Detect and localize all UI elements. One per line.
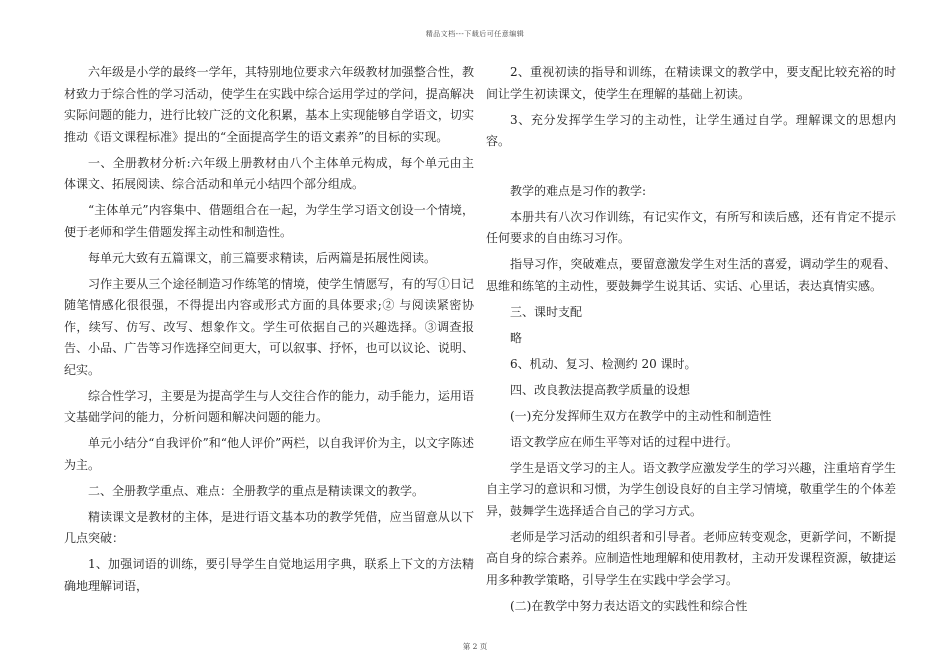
paragraph: 教学的难点是习作的教学: [510,183,647,198]
paragraph: 学生是语文学习的主人。语文教学应激发学生的学习兴趣，注重培育学生自主学习的意识和习惯，为学生创设良好的自主学习情境，敬重学生的个体差异，鼓舞学生选择适合自己的学习方式。 [486,460,896,518]
paragraph: 六年级是小学的最终一学年，其特别地位要求六年级教材加强整合性，教材致力于综合性的学习活动，使学生在实践中综合运用学过的学问，提高解决实际问题的能力，进行比较广泛的文化积累，基本上实现能够自学语文，切实推动《语文课程标准》提出的“全面提高学生的语文素养”的目标的实现。 [64,65,474,144]
paragraph: 略 [510,330,523,345]
paragraph: 综合性学习，主要是为提高学生与人交往合作的能力，动手能力，运用语文基础学问的能力，分析问题和解决问题的能力。 [64,388,474,424]
subsection-heading: (一)充分发挥师生双方在教学中的主动性和制造性 [510,408,772,423]
paragraph: 1、加强词语的训练，要引导学生自觉地运用字典，联系上下文的方法精确地理解词语， [64,557,474,593]
section-heading: 二、全册教学重点、难点：全册教学的重点是精读课文的教学。 [88,483,425,498]
left-column [64,62,474,602]
paragraph: 习作主要从三个途径制造习作练笔的情境，使学生情愿写，有的写①日记随笔情感化很很强，不得提出内容或形式方面的具体要求;② 与阅读紧密协作，续写、仿写、改写、想象作文。学生可依据自己的兴趣选择。③调查报告、小品、广告等习作选择空间更大，可以叙事、抒怀，也可以议论、说明、纪实。 [64,276,474,377]
section-heading: 四、改良教法提高教学质量的设想 [510,382,691,397]
subsection-heading: (二)在教学中努力表达语文的实践性和综合性 [510,598,748,613]
right-column [486,62,896,622]
paragraph: 3、充分发挥学生学习的主动性，让学生通过自学。理解课文的思想内容。 [486,112,896,148]
paragraph: 语文教学应在师生平等对话的过程中进行。 [510,434,739,449]
paragraph: “主体单元”内容集中、借题组合在一起，为学生学习语文创设一个情境，便于老师和学生借题发挥主动性和制造性。 [64,203,474,239]
page-number: 第 2 页 [462,642,488,651]
paragraph: 老师是学习活动的组织者和引导者。老师应转变观念，更新学问，不断提高自身的综合素养。应制造性地理解和使用教材，主动开发课程资源，敏捷运用多种教学策略，引导学生在实践中学会学习。 [486,529,896,587]
paragraph: 本册共有八次习作训练，有记实作文，有所写和读后感，还有肯定不提示任何要求的自由练习习作。 [486,209,896,245]
paragraph: 2、重视初读的指导和训练，在精读课文的教学中，要支配比较充裕的时间让学生初读课文，使学生在理解的基础上初读。 [486,65,896,101]
section-heading: 三、课时支配 [510,304,583,319]
paragraph: 每单元大致有五篇课文，前三篇要求精读，后两篇是拓展性阅读。 [88,250,437,265]
paragraph: 一、全册教材分析:六年级上册教材由八个主体单元构成，每个单元由主体课文、拓展阅读、综合活动和单元小结四个部分组成。 [64,155,474,191]
paragraph: 指导习作，突破难点，要留意激发学生对生活的喜爱，调动学生的观看、思维和练笔的主动性，要鼓舞学生说其话、实话、心里话，表达真情实感。 [486,257,896,293]
paragraph: 单元小结分“自我评价”和“他人评价”两栏，以自我评价为主，以文字陈述为主。 [64,436,474,472]
paragraph: 精读课文是教材的主体，是进行语文基本功的教学凭借，应当留意从以下几点突破： [64,509,474,545]
page-header: 精品文档---下载后可任意编辑 [425,30,525,38]
paragraph: 6、机动、复习、检测约 20 课时。 [510,356,697,371]
